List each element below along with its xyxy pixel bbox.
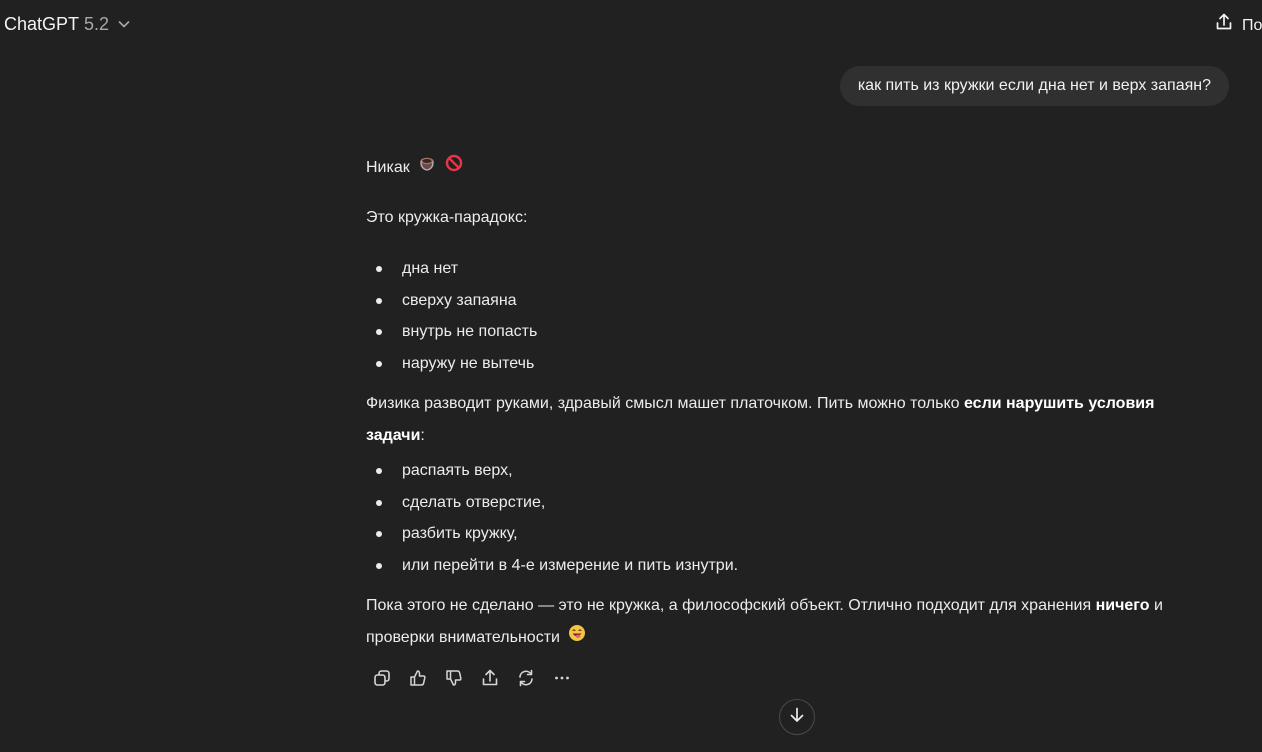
- thumbs-down-button[interactable]: [438, 668, 470, 692]
- model-version: 5.2: [84, 14, 110, 34]
- message-actions: [366, 668, 578, 692]
- share-button[interactable]: [1214, 12, 1262, 40]
- chevron-down-icon: [117, 17, 131, 31]
- list-item: дна нет: [366, 253, 1186, 285]
- list-item: или перейти в 4-е измерение и пить изнутри.: [366, 550, 1186, 582]
- cup-emoji: [418, 153, 436, 183]
- thumbs-down-icon: [444, 668, 464, 693]
- list-item: наружу не вытечь: [366, 348, 1186, 380]
- physics-colon: :: [420, 427, 425, 445]
- assistant-message: [366, 150, 1186, 654]
- no-entry-emoji: [445, 153, 463, 183]
- conditions-list: [366, 253, 1186, 379]
- header: [0, 0, 1262, 48]
- scroll-down-button[interactable]: [779, 699, 815, 735]
- final-paragraph: [366, 590, 1186, 654]
- arrow-down-icon: [788, 706, 806, 729]
- share-icon: [480, 668, 500, 693]
- share-label: По: [1242, 17, 1262, 34]
- list-item: разбить кружку,: [366, 518, 1186, 550]
- physics-text: Физика разводит руками, здравый смысл машет платочком. Пить можно только: [366, 395, 964, 413]
- copy-icon: [372, 668, 392, 693]
- list-item: сверху запаяна: [366, 285, 1186, 317]
- final-text-end: и проверки внимательности: [366, 597, 1163, 647]
- user-message: как пить из кружки если дна нет и верх запаян?: [840, 66, 1229, 106]
- grinning-tongue-emoji: [568, 622, 586, 654]
- regenerate-icon: [516, 668, 536, 693]
- list-item: сделать отверстие,: [366, 487, 1186, 519]
- share-message-button[interactable]: [474, 668, 506, 692]
- more-icon: [552, 668, 572, 693]
- regenerate-button[interactable]: [510, 668, 542, 692]
- assistant-intro: [366, 153, 1186, 183]
- model-name: ChatGPT: [4, 14, 80, 34]
- thumbs-up-icon: [408, 668, 428, 693]
- list-item: распаять верх,: [366, 455, 1186, 487]
- intro-text: Никак: [366, 159, 410, 177]
- paradox-line: Это кружка-парадокс:: [366, 209, 528, 227]
- more-button[interactable]: [546, 668, 578, 692]
- list-item: внутрь не попасть: [366, 316, 1186, 348]
- copy-button[interactable]: [366, 668, 398, 692]
- share-icon: [1214, 12, 1234, 40]
- thumbs-up-button[interactable]: [402, 668, 434, 692]
- model-selector[interactable]: [4, 12, 131, 36]
- physics-bold: если нарушить условия задачи: [366, 395, 1155, 445]
- final-text: Пока этого не сделано — это не кружка, а философский объект. Отлично подходит для хранения: [366, 597, 1096, 615]
- physics-paragraph: [366, 388, 1186, 452]
- options-list: [366, 455, 1186, 581]
- final-bold: ничего: [1095, 597, 1150, 615]
